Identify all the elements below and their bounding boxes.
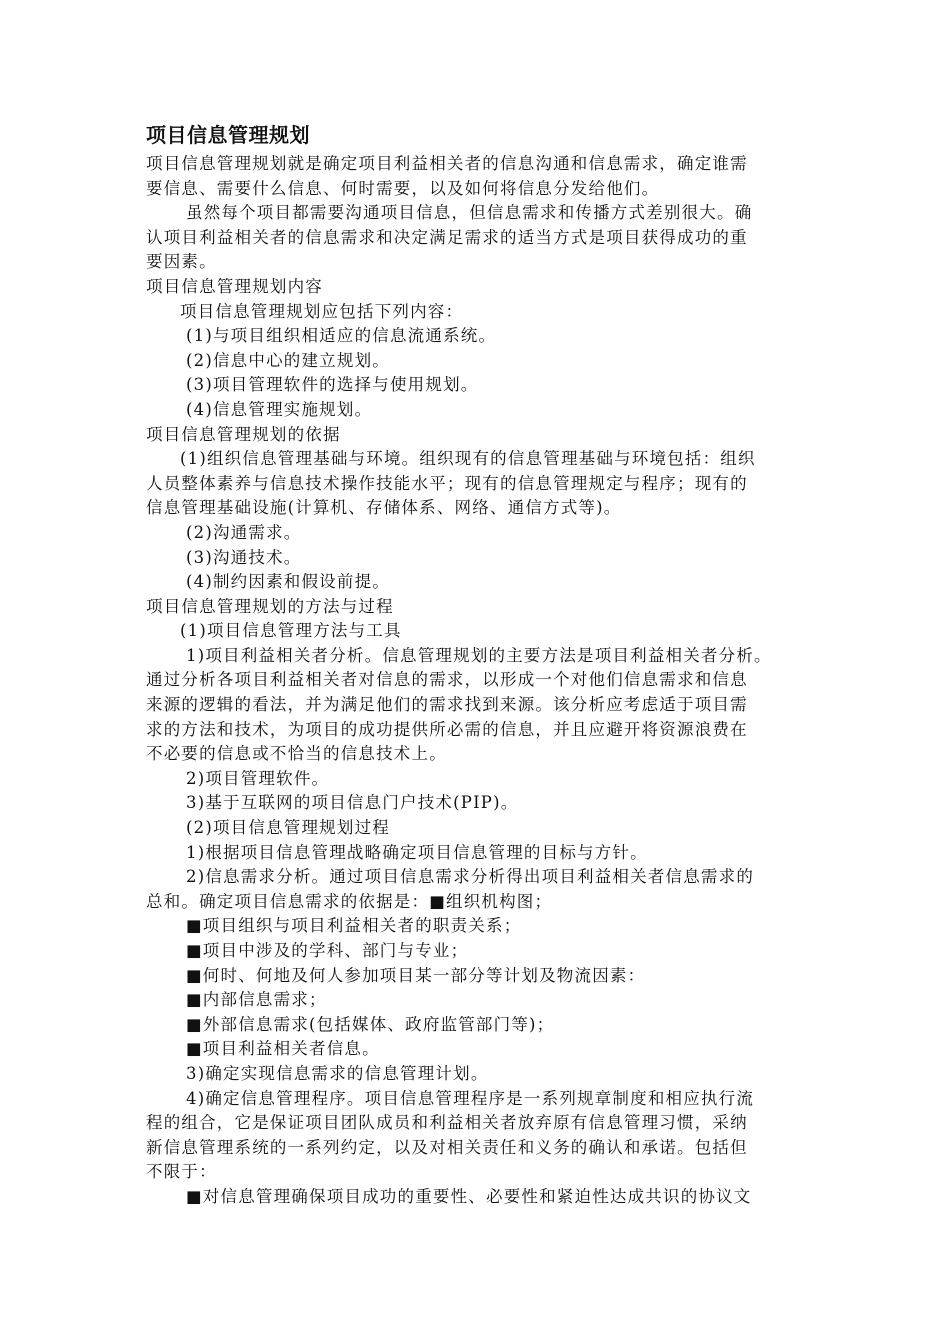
- text-line: ■项目中涉及的学科、部门与专业；: [186, 941, 469, 960]
- text-line: (2)沟通需求。: [186, 522, 302, 542]
- text-line: 信息管理基础设施(计算机、存储体系、网络、通信方式等)。: [146, 498, 622, 518]
- text-line: ■内部信息需求；: [186, 990, 327, 1010]
- text-line: 项目信息管理规划就是确定项目利益相关者的信息沟通和信息需求，确定谁需: [146, 154, 748, 173]
- page-title: 项目信息管理规划: [146, 123, 310, 147]
- text-line: 求的方法和技术，为项目的成功提供所必需的信息，并且应避开将资源浪费在: [146, 719, 748, 739]
- text-line: 2)信息需求分析。通过项目信息需求分析得出项目利益相关者信息需求的: [186, 867, 755, 887]
- text-line: 认项目利益相关者的信息需求和决定满足需求的适当方式是项目获得成功的重: [146, 227, 748, 247]
- text-line: 项目信息管理规划的方法与过程: [146, 596, 394, 616]
- text-line: (2)信息中心的建立规划。: [186, 350, 390, 370]
- text-line: 1)根据项目信息管理战略确定项目信息管理的目标与方针。: [186, 842, 648, 862]
- text-line: 4)确定信息管理程序。项目信息管理程序是一系列规章制度和相应执行流: [186, 1088, 755, 1108]
- text-line: ■何时、何地及何人参加项目某一部分等计划及物流因素：: [186, 965, 646, 985]
- text-line: 项目信息管理规划应包括下列内容：: [180, 301, 464, 321]
- text-line: 不必要的信息或不恰当的信息技术上。: [146, 744, 447, 764]
- text-line: (3)沟通技术。: [186, 547, 302, 567]
- text-line: 新信息管理系统的一系列约定，以及对相关责任和义务的确认和承诺。包括但: [146, 1137, 748, 1157]
- text-line: (4)信息管理实施规划。: [186, 399, 373, 419]
- paragraph-lines: [146, 152, 810, 1210]
- text-line: 程的组合，它是保证项目团队成员和利益相关者放弃原有信息管理习惯，采纳: [146, 1113, 748, 1133]
- text-line: (2)项目信息管理规划过程: [186, 818, 390, 838]
- text-line: ■对信息管理确保项目成功的重要性、必要性和紧迫性达成共识的协议文: [186, 1186, 752, 1206]
- text-line: (1)项目信息管理方法与工具: [180, 621, 402, 641]
- text-line: 通过分析各项目利益相关者对信息的需求，以形成一个对他们信息需求和信息: [146, 670, 748, 690]
- text-line: (1)与项目组织相适应的信息流通系统。: [186, 326, 497, 346]
- text-line: 1)项目利益相关者分析。信息管理规划的主要方法是项目利益相关者分析。: [186, 645, 772, 665]
- text-line: 项目信息管理规划内容: [146, 276, 323, 296]
- text-line: (3)项目管理软件的选择与使用规划。: [186, 375, 479, 395]
- text-line: 要因素。: [146, 252, 217, 272]
- text-line: 要信息、需要什么信息、何时需要，以及如何将信息分发给他们。: [146, 178, 660, 198]
- text-line: 2)项目管理软件。: [186, 768, 330, 788]
- text-line: (1)组织信息管理基础与环境。组织现有的信息管理基础与环境包括：组织: [180, 449, 756, 469]
- text-line: 3)确定实现信息需求的信息管理计划。: [186, 1063, 489, 1083]
- text-line: 来源的逻辑的看法，并为满足他们的需求找到来源。该分析应考虑适于项目需: [146, 695, 748, 715]
- text-line: ■外部信息需求(包括媒体、政府监管部门等)；: [186, 1014, 555, 1034]
- text-line: (4)制约因素和假设前提。: [186, 572, 390, 592]
- text-line: 项目信息管理规划的依据: [146, 424, 341, 444]
- text-line: 不限于：: [146, 1162, 217, 1182]
- text-line: ■项目利益相关者信息。: [186, 1039, 380, 1059]
- text-line: 3)基于互联网的项目信息门户技术(PIP)。: [186, 793, 519, 813]
- text-line: 总和。确定项目信息需求的依据是：■组织机构图；: [146, 891, 553, 911]
- text-line: 虽然每个项目都需要沟通项目信息，但信息需求和传播方式差别很大。确: [186, 203, 753, 223]
- text-line: 人员整体素养与信息技术操作技能水平；现有的信息管理规定与程序；现有的: [146, 473, 748, 493]
- text-line: ■项目组织与项目利益相关者的职责关系；: [186, 916, 522, 936]
- document-body: [146, 118, 810, 1210]
